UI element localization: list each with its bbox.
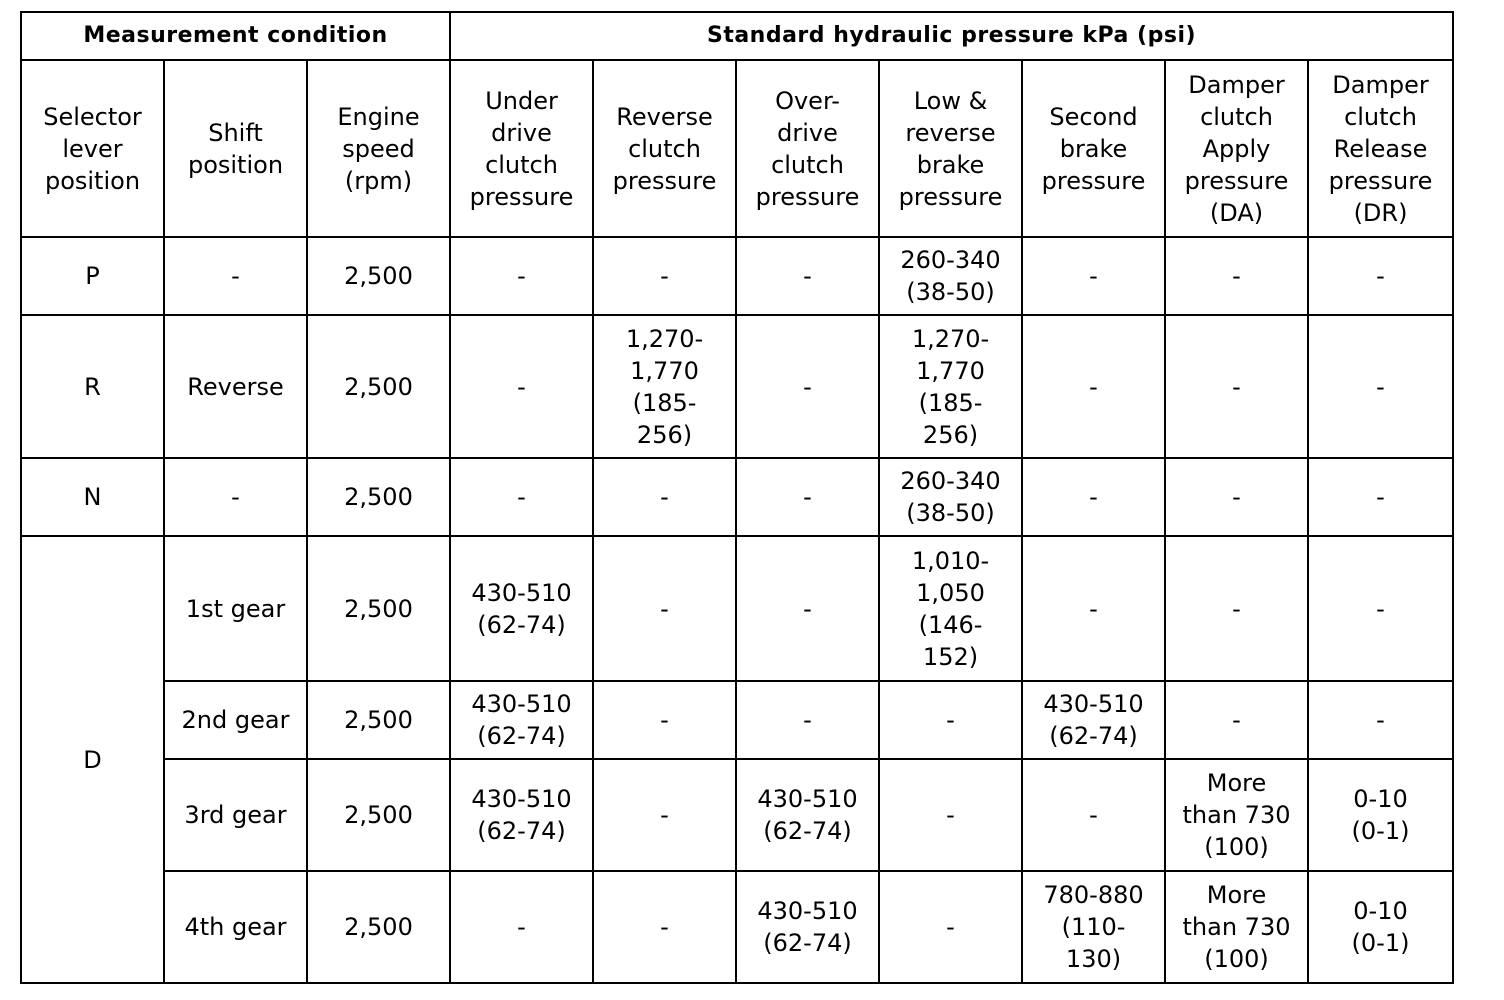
underdrive-clutch-cell: -	[450, 315, 593, 458]
reverse-clutch-cell: -	[593, 458, 736, 536]
overdrive-clutch-cell: -	[736, 681, 879, 759]
low-reverse-brake-cell: 1,270- 1,770 (185- 256)	[879, 315, 1022, 458]
low-reverse-brake-cell: -	[879, 681, 1022, 759]
reverse-clutch-cell: -	[593, 536, 736, 681]
table-row	[21, 871, 1453, 983]
engine-speed-cell: 2,500	[307, 759, 450, 871]
selector-lever-cell: N	[21, 458, 164, 536]
engine-speed-cell: 2,500	[307, 871, 450, 983]
hydraulic-pressure-table	[20, 11, 1454, 984]
damper-release-cell: -	[1308, 536, 1453, 681]
low-reverse-brake-cell: -	[879, 871, 1022, 983]
damper-apply-cell: -	[1165, 458, 1308, 536]
col-header-second-brake: Second brake pressure	[1022, 60, 1165, 237]
low-reverse-brake-cell: 1,010- 1,050 (146- 152)	[879, 536, 1022, 681]
overdrive-clutch-cell: -	[736, 237, 879, 315]
reverse-clutch-cell: -	[593, 759, 736, 871]
low-reverse-brake-cell: -	[879, 759, 1022, 871]
reverse-clutch-cell: -	[593, 681, 736, 759]
engine-speed-cell: 2,500	[307, 536, 450, 681]
col-header-damper-release: Damper clutch Release pressure (DR)	[1308, 60, 1453, 237]
table-row	[21, 237, 1453, 315]
engine-speed-cell: 2,500	[307, 458, 450, 536]
underdrive-clutch-cell: -	[450, 871, 593, 983]
shift-position-cell: 4th gear	[164, 871, 307, 983]
overdrive-clutch-cell: 430-510 (62-74)	[736, 871, 879, 983]
selector-lever-cell: D	[21, 536, 164, 983]
shift-position-cell: 3rd gear	[164, 759, 307, 871]
damper-release-cell: -	[1308, 315, 1453, 458]
low-reverse-brake-cell: 260-340 (38-50)	[879, 237, 1022, 315]
damper-release-cell: -	[1308, 237, 1453, 315]
selector-lever-cell: R	[21, 315, 164, 458]
overdrive-clutch-cell: 430-510 (62-74)	[736, 759, 879, 871]
table-row	[21, 536, 1453, 681]
underdrive-clutch-cell: 430-510 (62-74)	[450, 759, 593, 871]
table-row	[21, 681, 1453, 759]
overdrive-clutch-cell: -	[736, 458, 879, 536]
underdrive-clutch-cell: -	[450, 237, 593, 315]
col-header-low-reverse-brake: Low & reverse brake pressure	[879, 60, 1022, 237]
damper-release-cell: -	[1308, 458, 1453, 536]
second-brake-cell: 780-880 (110- 130)	[1022, 871, 1165, 983]
table-row	[21, 759, 1453, 871]
engine-speed-cell: 2,500	[307, 315, 450, 458]
underdrive-clutch-cell: -	[450, 458, 593, 536]
col-header-engine-speed: Engine speed (rpm)	[307, 60, 450, 237]
damper-apply-cell: -	[1165, 536, 1308, 681]
table-row	[21, 315, 1453, 458]
standard-pressure-header: Standard hydraulic pressure kPa (psi)	[450, 12, 1453, 60]
underdrive-clutch-cell: 430-510 (62-74)	[450, 536, 593, 681]
measurement-condition-header: Measurement condition	[21, 12, 450, 60]
col-header-underdrive-clutch: Under drive clutch pressure	[450, 60, 593, 237]
second-brake-cell: -	[1022, 315, 1165, 458]
damper-apply-cell: -	[1165, 237, 1308, 315]
col-header-overdrive-clutch: Over- drive clutch pressure	[736, 60, 879, 237]
engine-speed-cell: 2,500	[307, 681, 450, 759]
underdrive-clutch-cell: 430-510 (62-74)	[450, 681, 593, 759]
second-brake-cell: -	[1022, 759, 1165, 871]
col-header-damper-apply: Damper clutch Apply pressure (DA)	[1165, 60, 1308, 237]
reverse-clutch-cell: -	[593, 237, 736, 315]
damper-apply-cell: More than 730 (100)	[1165, 871, 1308, 983]
reverse-clutch-cell: -	[593, 871, 736, 983]
damper-apply-cell: -	[1165, 315, 1308, 458]
overdrive-clutch-cell: -	[736, 315, 879, 458]
reverse-clutch-cell: 1,270- 1,770 (185- 256)	[593, 315, 736, 458]
damper-apply-cell: -	[1165, 681, 1308, 759]
shift-position-cell: -	[164, 458, 307, 536]
damper-release-cell: -	[1308, 681, 1453, 759]
second-brake-cell: -	[1022, 237, 1165, 315]
col-header-reverse-clutch: Reverse clutch pressure	[593, 60, 736, 237]
damper-apply-cell: More than 730 (100)	[1165, 759, 1308, 871]
second-brake-cell: -	[1022, 458, 1165, 536]
damper-release-cell: 0-10 (0-1)	[1308, 871, 1453, 983]
selector-lever-cell: P	[21, 237, 164, 315]
engine-speed-cell: 2,500	[307, 237, 450, 315]
shift-position-cell: Reverse	[164, 315, 307, 458]
overdrive-clutch-cell: -	[736, 536, 879, 681]
shift-position-cell: -	[164, 237, 307, 315]
col-header-selector-lever: Selector lever position	[21, 60, 164, 237]
shift-position-cell: 2nd gear	[164, 681, 307, 759]
low-reverse-brake-cell: 260-340 (38-50)	[879, 458, 1022, 536]
second-brake-cell: 430-510 (62-74)	[1022, 681, 1165, 759]
col-header-shift-position: Shift position	[164, 60, 307, 237]
table-row	[21, 458, 1453, 536]
damper-release-cell: 0-10 (0-1)	[1308, 759, 1453, 871]
shift-position-cell: 1st gear	[164, 536, 307, 681]
second-brake-cell: -	[1022, 536, 1165, 681]
